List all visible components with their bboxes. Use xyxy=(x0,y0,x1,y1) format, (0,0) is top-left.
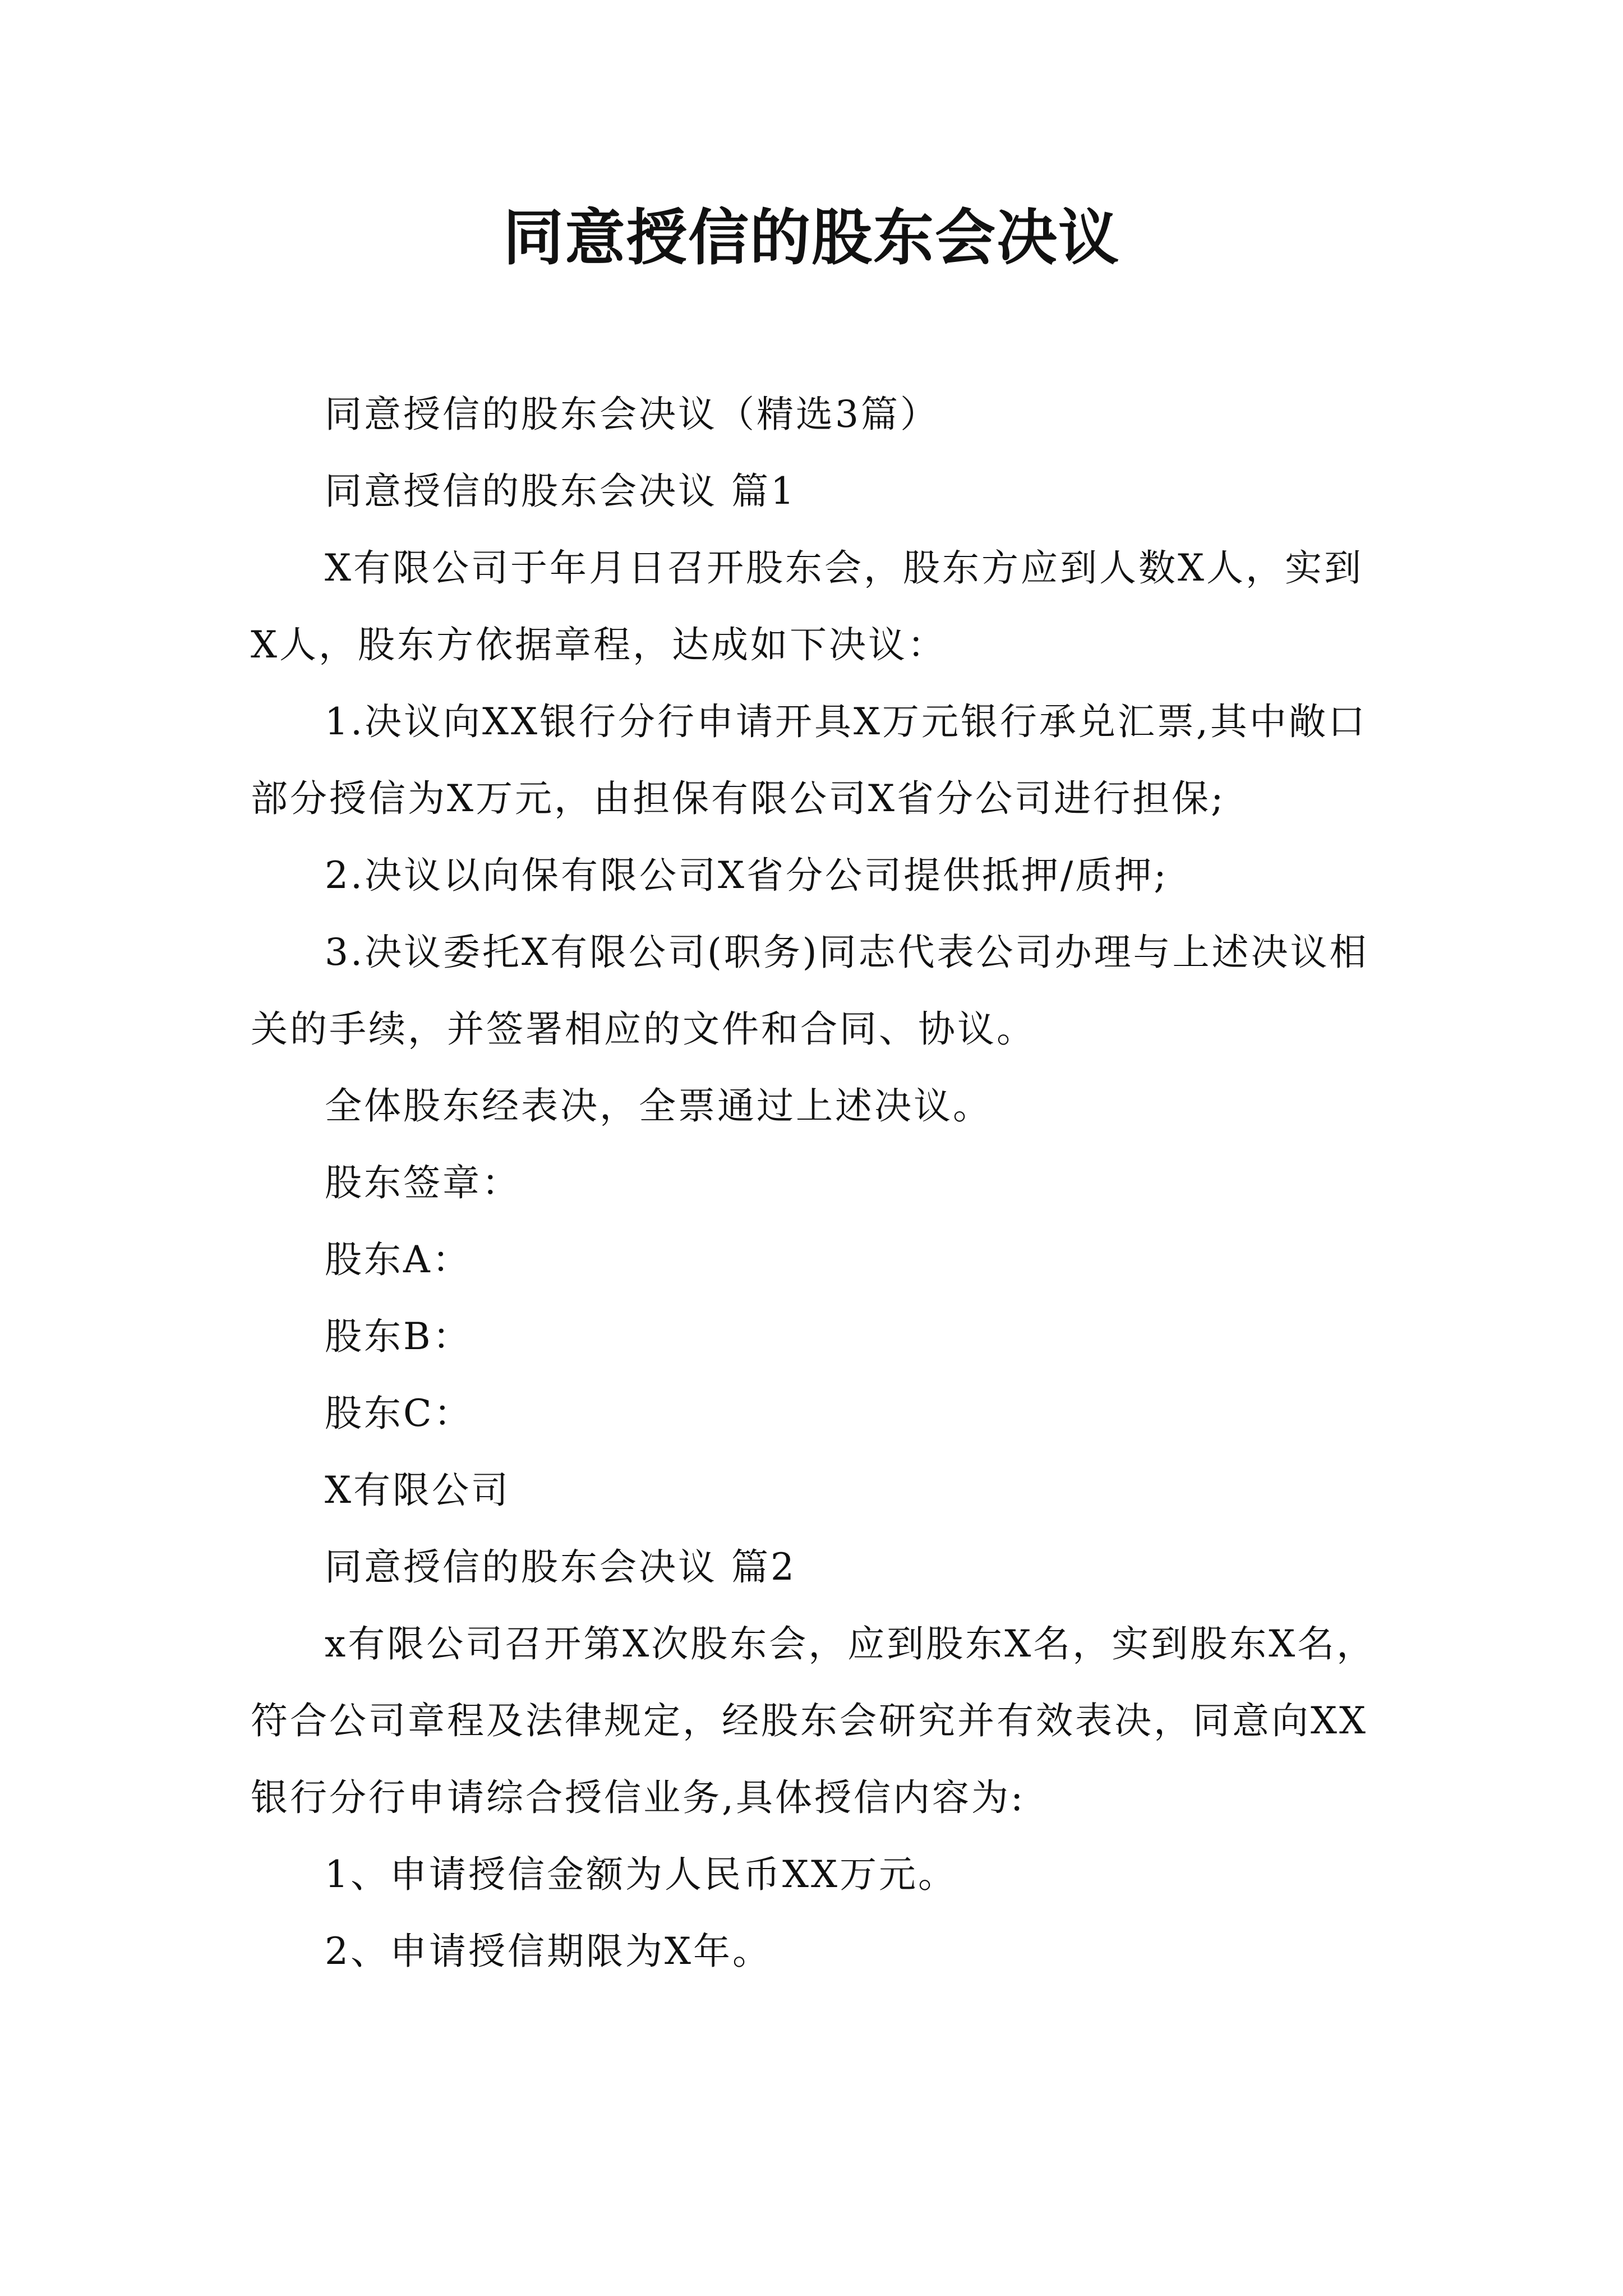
paragraph-resolution-2: 2.决议以向保有限公司X省分公司提供抵押/质押; xyxy=(325,854,1169,897)
paragraph-resolution-1: 1.决议向XX银行分行申请开具X万元银行承兑汇票,其中敞口部分授信为X万元，由担保有限公司X省分公司进行担保; xyxy=(251,700,1367,820)
paragraph-section-2-heading: 同意授信的股东会决议 篇2 xyxy=(325,1545,796,1589)
document-body xyxy=(251,376,1389,1990)
paragraph-section-2-intro: x有限公司召开第X次股东会，应到股东X名，实到股东X名，符合公司章程及法律规定，经股东会研究并有效表决，同意向XX银行分行申请综合授信业务,具体授信内容为: xyxy=(251,1622,1376,1819)
paragraph-meeting-intro: X有限公司于年月日召开股东会，股东方应到人数X人，实到X人，股东方依据章程，达成如下决议： xyxy=(251,546,1363,666)
paragraph-resolution-3: 3.决议委托X有限公司(职务)同志代表公司办理与上述决议相关的手续，并签署相应的文件和合同、协议。 xyxy=(251,931,1369,1051)
paragraph-shareholder-a: 股东A： xyxy=(325,1238,472,1281)
paragraph-company-name: X有限公司 xyxy=(325,1469,510,1512)
paragraph-section-1-heading: 同意授信的股东会决议 篇1 xyxy=(325,470,796,513)
paragraph-signature-label: 股东签章： xyxy=(325,1161,521,1204)
paragraph-collection-heading: 同意授信的股东会决议（精选3篇） xyxy=(325,393,939,436)
paragraph-credit-amount: 1、申请授信金额为人民币XX万元。 xyxy=(325,1853,957,1896)
paragraph-credit-term: 2、申请授信期限为X年。 xyxy=(325,1930,772,1973)
paragraph-shareholder-c: 股东C： xyxy=(325,1392,473,1435)
paragraph-shareholder-b: 股东B： xyxy=(325,1315,472,1358)
document-title: 同意授信的股东会决议 xyxy=(502,203,1120,273)
paragraph-vote-result: 全体股东经表决，全票通过上述决议。 xyxy=(325,1084,992,1128)
